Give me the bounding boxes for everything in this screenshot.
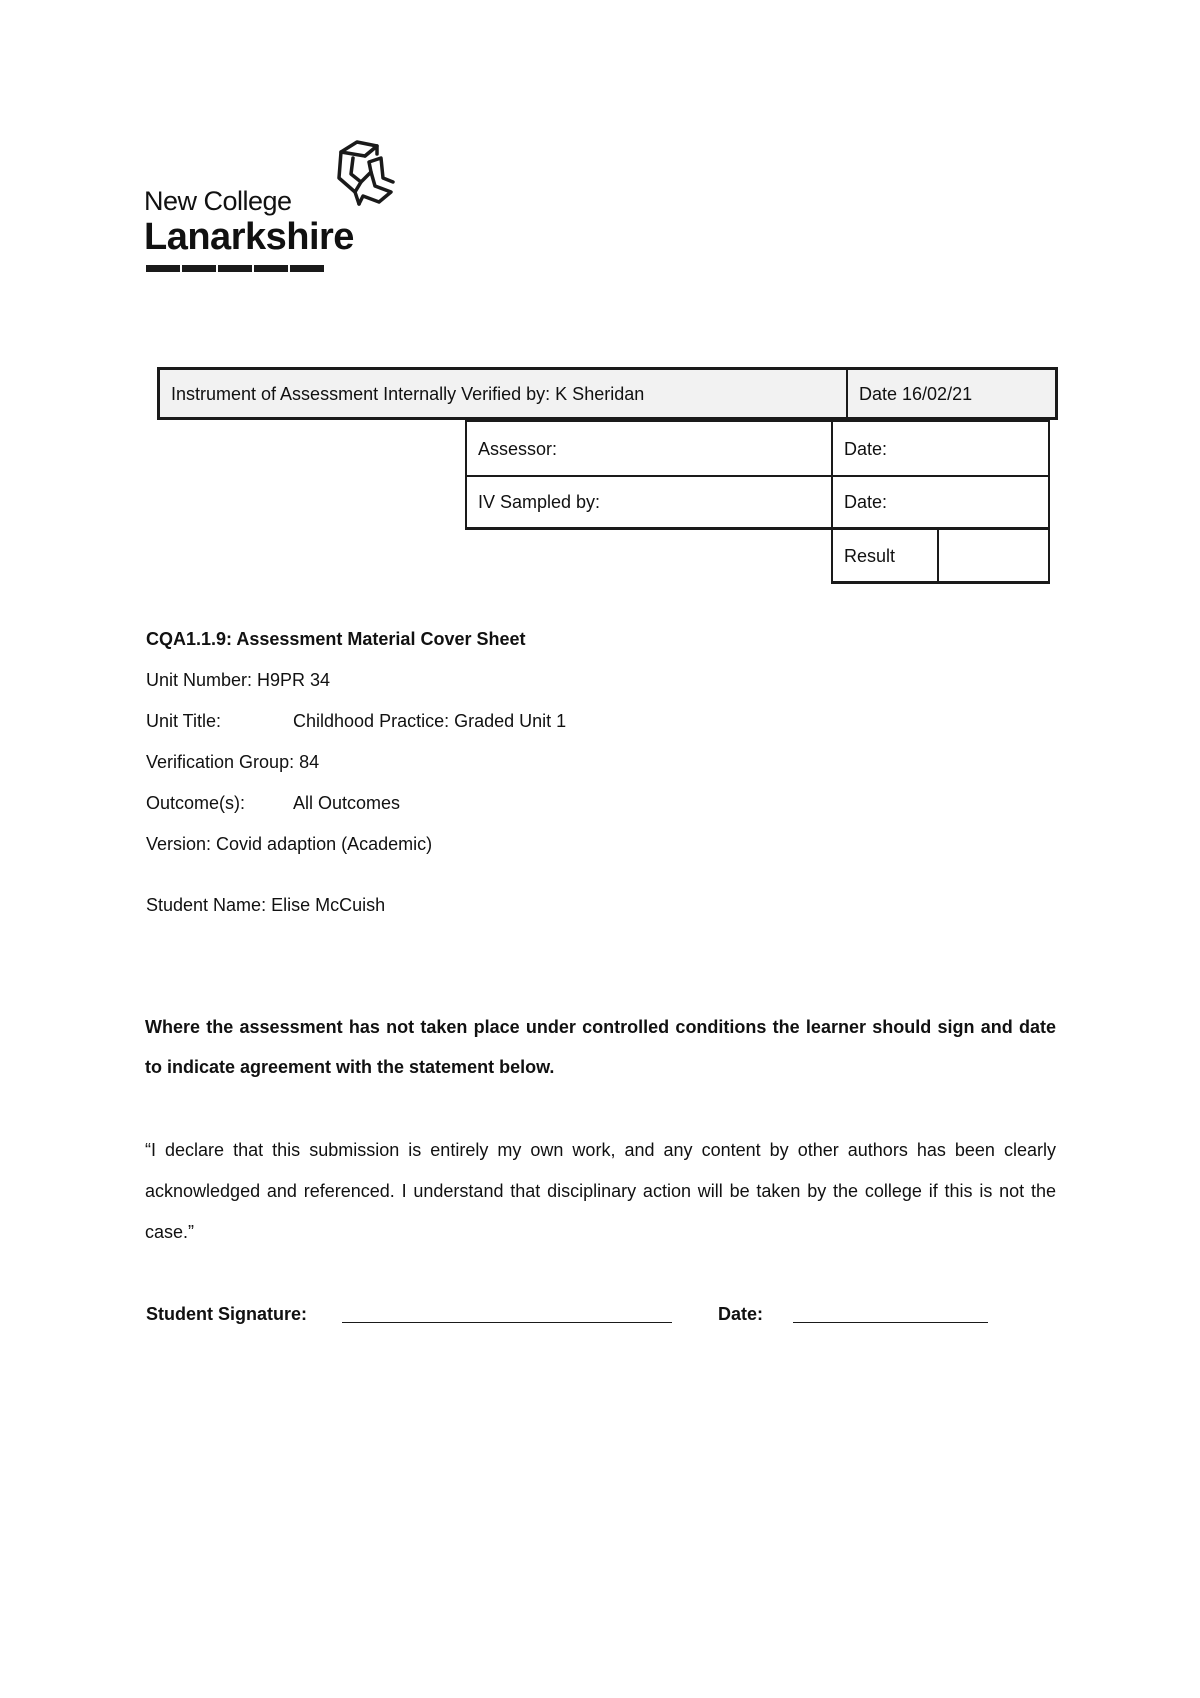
unit-number: Unit Number: H9PR 34 [146,670,331,690]
college-monogram-icon [331,138,395,218]
date-line [793,1322,988,1323]
outcomes-label: Outcome(s): [146,793,246,813]
assessor-label: Assessor: [478,438,558,459]
result-value-cell [939,530,1048,581]
logo-text-lanarkshire: Lanarkshire [144,216,354,258]
signature-line [342,1322,672,1323]
assessor-date-label: Date: [844,438,888,459]
logo-text-new-college: New College [144,186,292,216]
version: Version: Covid adaption (Academic) [146,834,433,854]
unit-title-label: Unit Title: [146,711,222,731]
result-label: Result [844,545,896,566]
declaration-statement: “I declare that this submission is entirely my own work, and any content by other authors has been clearly acknowledged and referenced. I understand that disciplinary action will be taken by the college if this is not the case.” [145,1140,1056,1242]
college-logo [144,138,404,278]
table-rule [1048,420,1050,584]
student-name: Student Name: Elise McCuish [146,895,386,915]
verification-date-cell: Date 16/02/21 [859,383,973,404]
internally-verified-cell: Instrument of Assessment Internally Verified by: K Sheridan [160,370,848,417]
verification-group: Verification Group: 84 [146,752,320,772]
student-signature-label: Student Signature: [146,1304,307,1324]
outcomes-value: All Outcomes [293,793,401,813]
internal-verification-table [157,367,1058,420]
table-rule [832,581,1050,584]
iv-date-label: Date: [844,492,888,512]
declaration-instruction: Where the assessment has not taken place under controlled conditions the learner should sign and date to indicate agreement with the statement below. [145,1017,1056,1077]
signature-date-label: Date: [718,1304,764,1324]
unit-title-value: Childhood Practice: Graded Unit 1 [293,711,567,731]
logo-bars-graphic [146,265,326,273]
cover-sheet-heading: CQA1.1.9: Assessment Material Cover Sheet [146,629,526,649]
iv-sampled-label: IV Sampled by: [478,492,601,512]
